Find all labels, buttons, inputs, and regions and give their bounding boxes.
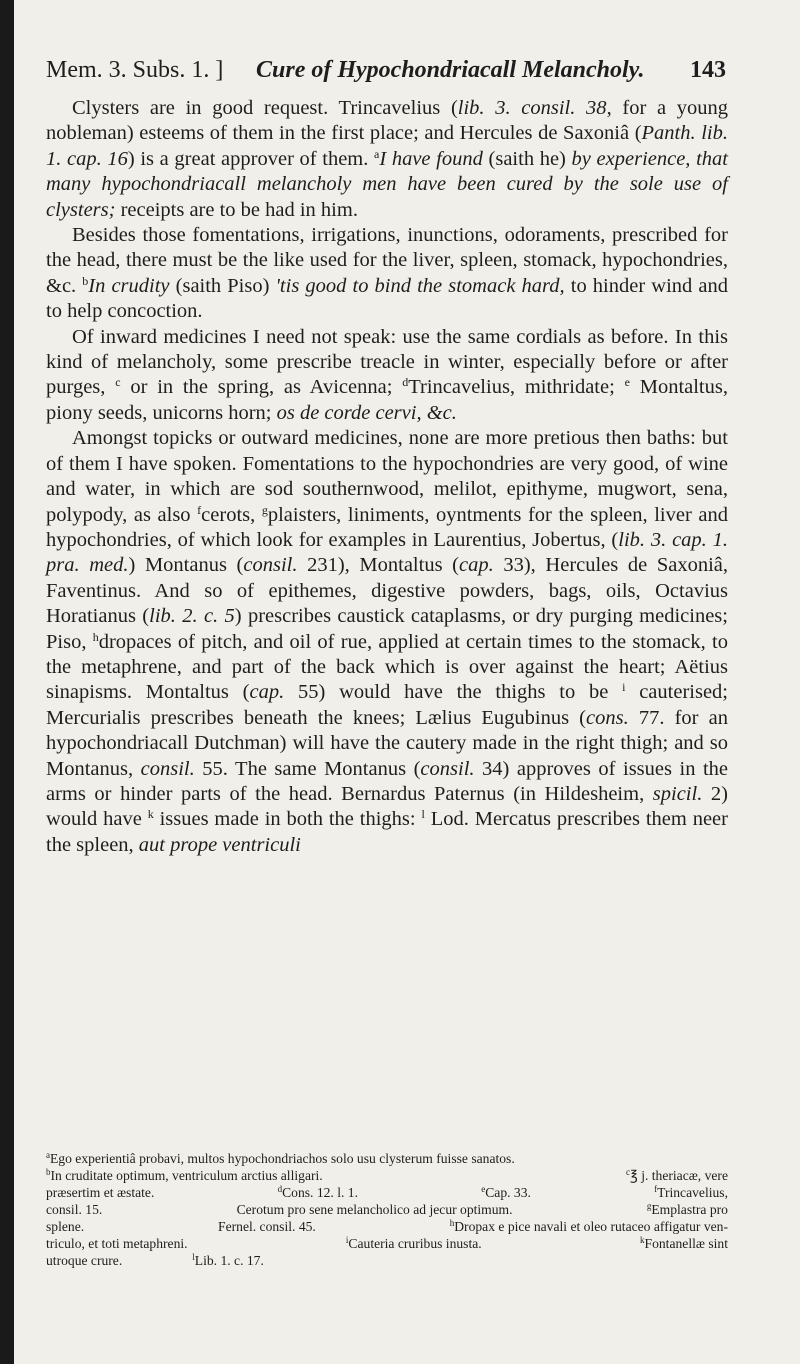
page-number: 143 bbox=[690, 57, 726, 83]
footnote-marker-c: c bbox=[115, 375, 121, 390]
paragraph-outward-medicines: Amongst topicks or outward medicines, none are more pretious then baths: but of them I have spoken. Fomentations to the hypochondries are very good, of wine and water, in which are sod southernwood, melilot, epithyme, mugwort, sena, polypody, as also $^f$cerots, $^g$plaisters, liniments, oyntments for the spleen, liver and hypochondries, of which look for examples in Laurentius, Jobertus, (lib. 3. cap. 1. pra. med.) Montanus (consil. 231), Montaltus (cap. 33), Hercules de Saxoniâ, Faventinus. And so of epithemes, digestive powders, bags, oils, Octavius Horatianus (lib. 2. c. 5) prescribes caustick cataplasms, or dry purging medicines; Piso, $^h$dropaces of pitch, and oil of rue, applied at certain times to the stomack, to the metaphrene, and part of the back which is over against the heart; Aëtius sinapisms. Montaltus (cap. 55) would have the thighs to be $^i$ cauterised; Mercurialis prescribes beneath the knees; Lælius Eugubinus (cons. 77. for an hypochondriacall Dutchman) will have the cautery made in the right thigh; and so Montanus, consil. 55. The same Montanus (consil. 34) approves of issues in the arms or hinder parts of the head. Bernardus Paternus (in Hildesheim, spicil. 2) would have $^k$ issues made in both the thighs: $^l$ Lod. Mercatus prescribes them neer the spleen, aut prope ventriculi bbox=[46, 427, 729, 856]
footnote-k-continued: utroque crure. bbox=[46, 1253, 123, 1268]
footnote-g: $^g$Emplastra pro bbox=[646, 1201, 728, 1217]
footnote-marker-a: a bbox=[374, 146, 380, 161]
footnote-c: $^c$℥ j. theriacæ, vere bbox=[625, 1167, 728, 1183]
footnote-a: $^a$Ego experientiâ probavi, multos hypochondriachos solo usu clysterum fuisse sanatos. bbox=[46, 1150, 515, 1166]
footnote-c-continued: præsertim et æstate. bbox=[46, 1185, 155, 1200]
footnote-fernel: Fernel. consil. 45. bbox=[218, 1219, 316, 1234]
footnote-cerotum: Cerotum pro sene melancholico ad jecur optimum. bbox=[236, 1202, 513, 1217]
footnote-g-continued: splene. bbox=[46, 1219, 85, 1234]
footnote-marker-b: b bbox=[82, 273, 89, 288]
footnote-h-continued: triculo, et toti metaphreni. bbox=[46, 1236, 188, 1251]
footnote-b: $^b$In cruditate optimum, ventriculum arctius alligari. bbox=[46, 1167, 323, 1183]
footnote-marker-l: l bbox=[421, 807, 425, 822]
footnotes bbox=[46, 1150, 728, 1269]
footnote-h: $^h$Dropax e pice navali et oleo rutaceo affigatur ven- bbox=[449, 1218, 728, 1234]
running-title: Cure of Hypochondriacall Melancholy. bbox=[256, 57, 645, 83]
main-text bbox=[46, 96, 728, 858]
running-header bbox=[46, 52, 726, 88]
paragraph-clysters: Clysters are in good request. Trincavelius (lib. 3. consil. 38, for a young nobleman) esteems of them in the first place; and Hercules de Saxoniâ (Panth. lib. 1. cap. 16) is a great approver of them. $^a$I have found (saith he) by experience, that many hypochondriacall melancholy men have been cured by the sole use of clysters; receipts are to be had in him. bbox=[46, 97, 728, 221]
footnote-marker-h: h bbox=[92, 629, 99, 644]
footnote-f: $^f$Trincavelius, bbox=[654, 1184, 728, 1200]
footnote-d: $^d$Cons. 12. l. 1. bbox=[277, 1184, 358, 1200]
footnote-e: $^e$Cap. 33. bbox=[481, 1184, 531, 1200]
footnote-k: $^k$Fontanellæ sint bbox=[640, 1235, 728, 1251]
footnote-i: $^i$Cauteria cruribus inusta. bbox=[345, 1235, 482, 1251]
book-page bbox=[14, 0, 800, 1364]
footnote-marker-g: g bbox=[261, 502, 268, 517]
footnote-marker-d: d bbox=[402, 375, 409, 390]
footnote-marker-i: i bbox=[622, 680, 626, 695]
paragraph-fomentations: Besides those fomentations, irrigations, inunctions, odoraments, prescribed for the head, there must be the like used for the liver, spleen, stomack, hypochondries, &c. $^b$In crudity (saith Piso) 'tis good to bind the stomack hard, to hinder wind and to help concoction. bbox=[46, 224, 728, 323]
footnote-marker-e: e bbox=[624, 375, 630, 390]
footnote-f-continued: consil. 15. bbox=[46, 1202, 103, 1217]
footnote-marker-k: k bbox=[147, 807, 154, 822]
paragraph-inward-medicines: Of inward medicines I need not speak: use the same cordials as before. In this kind of melancholy, some prescribe treacle in winter, especially before or after purges, $^c$ or in the spring, as Avicenna; $^d$Trincavelius, mithridate; $^e$ Montaltus, piony seeds, unicorns horn; os de corde cervi, &c. bbox=[46, 325, 728, 424]
footnote-marker-f: f bbox=[197, 502, 202, 517]
section-reference: Mem. 3. Subs. 1. ] bbox=[46, 57, 224, 83]
footnote-l: $^l$Lib. 1. c. 17. bbox=[192, 1252, 264, 1268]
